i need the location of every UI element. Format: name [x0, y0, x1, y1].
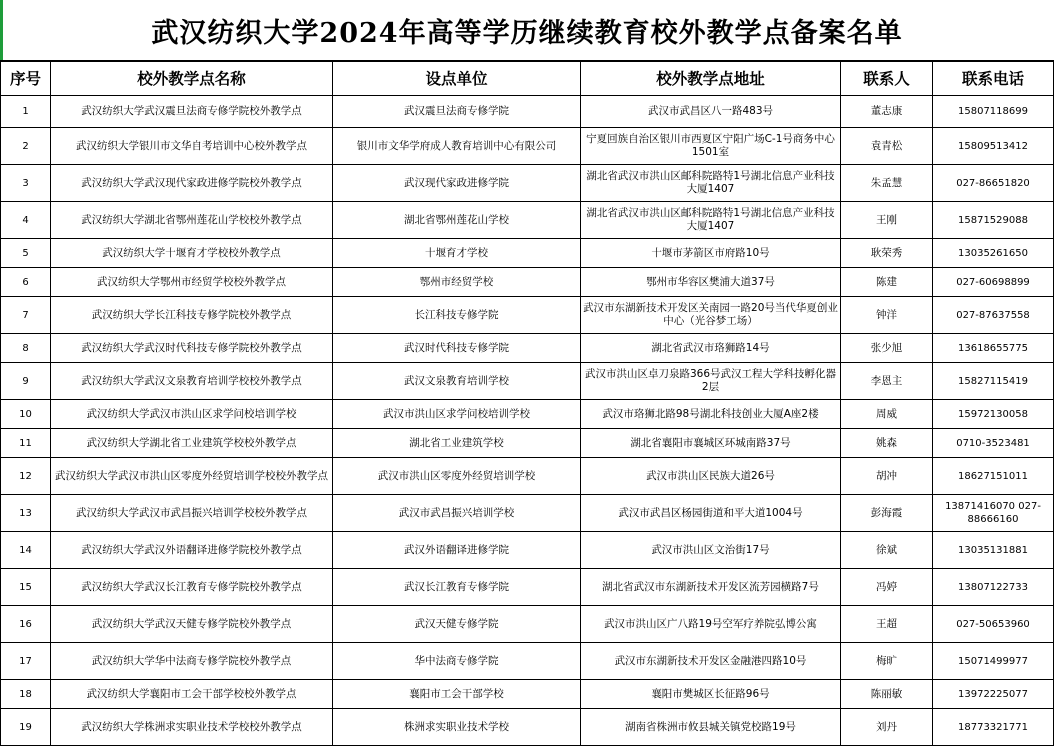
header-unit: 设点单位	[333, 62, 581, 96]
row-phone: 18773321771	[933, 709, 1054, 746]
row-contact: 董志康	[841, 96, 933, 128]
row-unit: 武汉现代家政进修学院	[333, 165, 581, 202]
row-seq: 5	[1, 239, 51, 268]
row-address: 十堰市茅箭区市府路10号	[581, 239, 841, 268]
table-row	[1, 569, 1054, 606]
row-contact: 周威	[841, 400, 933, 429]
row-name: 武汉纺织大学武汉时代科技专修学院校外教学点	[51, 334, 333, 363]
row-seq: 14	[1, 532, 51, 569]
header-seq: 序号	[1, 62, 51, 96]
row-seq: 11	[1, 429, 51, 458]
row-phone: 027-86651820	[933, 165, 1054, 202]
row-seq: 2	[1, 128, 51, 165]
row-phone: 15809513412	[933, 128, 1054, 165]
table-row	[1, 495, 1054, 532]
row-address: 襄阳市樊城区长征路96号	[581, 680, 841, 709]
row-name: 武汉纺织大学湖北省鄂州莲花山学校校外教学点	[51, 202, 333, 239]
table-row	[1, 680, 1054, 709]
row-contact: 袁青松	[841, 128, 933, 165]
row-name: 武汉纺织大学襄阳市工会干部学校校外教学点	[51, 680, 333, 709]
row-address: 武汉市珞狮北路98号湖北科技创业大厦A座2楼	[581, 400, 841, 429]
table-row	[1, 128, 1054, 165]
row-contact: 耿荣秀	[841, 239, 933, 268]
row-name: 武汉纺织大学武汉现代家政进修学院校外教学点	[51, 165, 333, 202]
row-unit: 银川市文华学府成人教育培训中心有限公司	[333, 128, 581, 165]
row-contact: 陈建	[841, 268, 933, 297]
row-phone: 13035261650	[933, 239, 1054, 268]
row-contact: 王超	[841, 606, 933, 643]
header-row	[1, 62, 1054, 96]
row-unit: 湖北省鄂州莲花山学校	[333, 202, 581, 239]
row-name: 武汉纺织大学武汉市武昌振兴培训学校校外教学点	[51, 495, 333, 532]
row-unit: 株洲求实职业技术学校	[333, 709, 581, 746]
row-unit: 襄阳市工会干部学校	[333, 680, 581, 709]
row-phone: 13972225077	[933, 680, 1054, 709]
row-address: 武汉市武昌区八一路483号	[581, 96, 841, 128]
row-seq: 18	[1, 680, 51, 709]
header-name: 校外教学点名称	[51, 62, 333, 96]
row-address: 湖北省武汉市洪山区邮科院路特1号湖北信息产业科技大厦1407	[581, 202, 841, 239]
row-phone: 0710-3523481	[933, 429, 1054, 458]
row-contact: 刘丹	[841, 709, 933, 746]
row-contact: 李恩主	[841, 363, 933, 400]
registry-table	[0, 61, 1054, 746]
row-phone: 027-60698899	[933, 268, 1054, 297]
row-unit: 湖北省工业建筑学校	[333, 429, 581, 458]
page-title: 武汉纺织大学2024年高等学历继续教育校外教学点备案名单	[0, 0, 1054, 61]
row-seq: 13	[1, 495, 51, 532]
row-address: 武汉市东湖新技术开发区金融港四路10号	[581, 643, 841, 680]
row-contact: 徐斌	[841, 532, 933, 569]
row-contact: 钟洋	[841, 297, 933, 334]
row-name: 武汉纺织大学华中法商专修学院校外教学点	[51, 643, 333, 680]
row-phone: 13871416070 027-88666160	[933, 495, 1054, 532]
table-row	[1, 429, 1054, 458]
row-unit: 长江科技专修学院	[333, 297, 581, 334]
table-row	[1, 643, 1054, 680]
row-phone: 15871529088	[933, 202, 1054, 239]
row-name: 武汉纺织大学银川市文华自考培训中心校外教学点	[51, 128, 333, 165]
row-contact: 梅旷	[841, 643, 933, 680]
row-address: 武汉市武昌区杨园街道和平大道1004号	[581, 495, 841, 532]
row-seq: 3	[1, 165, 51, 202]
row-phone: 027-87637558	[933, 297, 1054, 334]
table-row	[1, 532, 1054, 569]
table-row	[1, 297, 1054, 334]
row-unit: 武汉外语翻译进修学院	[333, 532, 581, 569]
row-contact: 张少旭	[841, 334, 933, 363]
row-unit: 武汉长江教育专修学院	[333, 569, 581, 606]
row-seq: 4	[1, 202, 51, 239]
row-name: 武汉纺织大学武汉市洪山区求学问校培训学校	[51, 400, 333, 429]
header-address: 校外教学点地址	[581, 62, 841, 96]
row-seq: 9	[1, 363, 51, 400]
row-unit: 武汉市洪山区求学问校培训学校	[333, 400, 581, 429]
row-seq: 19	[1, 709, 51, 746]
row-name: 武汉纺织大学株洲求实职业技术学校校外教学点	[51, 709, 333, 746]
row-phone: 027-50653960	[933, 606, 1054, 643]
row-contact: 朱孟慧	[841, 165, 933, 202]
row-address: 湖北省武汉市珞狮路14号	[581, 334, 841, 363]
row-unit: 武汉震旦法商专修学院	[333, 96, 581, 128]
row-unit: 武汉天健专修学院	[333, 606, 581, 643]
row-name: 武汉纺织大学武汉震旦法商专修学院校外教学点	[51, 96, 333, 128]
row-name: 武汉纺织大学十堰育才学校校外教学点	[51, 239, 333, 268]
row-name: 武汉纺织大学武汉外语翻译进修学院校外教学点	[51, 532, 333, 569]
row-phone: 15827115419	[933, 363, 1054, 400]
row-contact: 冯婷	[841, 569, 933, 606]
table-row	[1, 96, 1054, 128]
row-phone: 15807118699	[933, 96, 1054, 128]
row-name: 武汉纺织大学湖北省工业建筑学校校外教学点	[51, 429, 333, 458]
row-unit: 武汉文泉教育培训学校	[333, 363, 581, 400]
table-body	[1, 96, 1054, 746]
row-seq: 16	[1, 606, 51, 643]
row-seq: 6	[1, 268, 51, 297]
row-address: 湖北省武汉市东湖新技术开发区流芳园横路7号	[581, 569, 841, 606]
row-address: 鄂州市华容区樊浦大道37号	[581, 268, 841, 297]
row-address: 武汉市洪山区民族大道26号	[581, 458, 841, 495]
table-row	[1, 363, 1054, 400]
row-phone: 18627151011	[933, 458, 1054, 495]
row-phone: 15071499977	[933, 643, 1054, 680]
row-unit: 武汉时代科技专修学院	[333, 334, 581, 363]
table-row	[1, 606, 1054, 643]
row-phone: 13618655775	[933, 334, 1054, 363]
row-seq: 7	[1, 297, 51, 334]
row-name: 武汉纺织大学长江科技专修学院校外教学点	[51, 297, 333, 334]
row-address: 武汉市洪山区文治街17号	[581, 532, 841, 569]
table-row	[1, 202, 1054, 239]
row-phone: 15972130058	[933, 400, 1054, 429]
header-contact: 联系人	[841, 62, 933, 96]
row-name: 武汉纺织大学武汉长江教育专修学院校外教学点	[51, 569, 333, 606]
table-row	[1, 458, 1054, 495]
row-name: 武汉纺织大学武汉市洪山区零度外经贸培训学校校外教学点	[51, 458, 333, 495]
row-unit: 武汉市武昌振兴培训学校	[333, 495, 581, 532]
row-seq: 17	[1, 643, 51, 680]
row-address: 湖北省武汉市洪山区邮科院路特1号湖北信息产业科技大厦1407	[581, 165, 841, 202]
row-address: 武汉市洪山区广八路19号空军疗养院弘博公寓	[581, 606, 841, 643]
row-unit: 华中法商专修学院	[333, 643, 581, 680]
table-row	[1, 165, 1054, 202]
row-seq: 12	[1, 458, 51, 495]
row-contact: 姚森	[841, 429, 933, 458]
row-seq: 10	[1, 400, 51, 429]
row-contact: 胡冲	[841, 458, 933, 495]
table-row	[1, 239, 1054, 268]
table-row	[1, 400, 1054, 429]
row-unit: 十堰育才学校	[333, 239, 581, 268]
row-seq: 8	[1, 334, 51, 363]
row-name: 武汉纺织大学武汉文泉教育培训学校校外教学点	[51, 363, 333, 400]
row-unit: 鄂州市经贸学校	[333, 268, 581, 297]
row-contact: 王刚	[841, 202, 933, 239]
row-address: 湖北省襄阳市襄城区环城南路37号	[581, 429, 841, 458]
row-name: 武汉纺织大学鄂州市经贸学校校外教学点	[51, 268, 333, 297]
row-address: 武汉市东湖新技术开发区关南园一路20号当代华夏创业中心（光谷梦工场）	[581, 297, 841, 334]
row-name: 武汉纺织大学武汉天健专修学院校外教学点	[51, 606, 333, 643]
row-contact: 陈丽敏	[841, 680, 933, 709]
row-seq: 15	[1, 569, 51, 606]
table-row	[1, 709, 1054, 746]
row-contact: 彭海霞	[841, 495, 933, 532]
row-phone: 13035131881	[933, 532, 1054, 569]
row-seq: 1	[1, 96, 51, 128]
header-phone: 联系电话	[933, 62, 1054, 96]
table-row	[1, 334, 1054, 363]
row-phone: 13807122733	[933, 569, 1054, 606]
row-address: 湖南省株洲市攸县城关镇党校路19号	[581, 709, 841, 746]
row-address: 宁夏回族自治区银川市西夏区宁阳广场C-1号商务中心1501室	[581, 128, 841, 165]
table-row	[1, 268, 1054, 297]
row-unit: 武汉市洪山区零度外经贸培训学校	[333, 458, 581, 495]
row-address: 武汉市洪山区卓刀泉路366号武汉工程大学科技孵化器2层	[581, 363, 841, 400]
